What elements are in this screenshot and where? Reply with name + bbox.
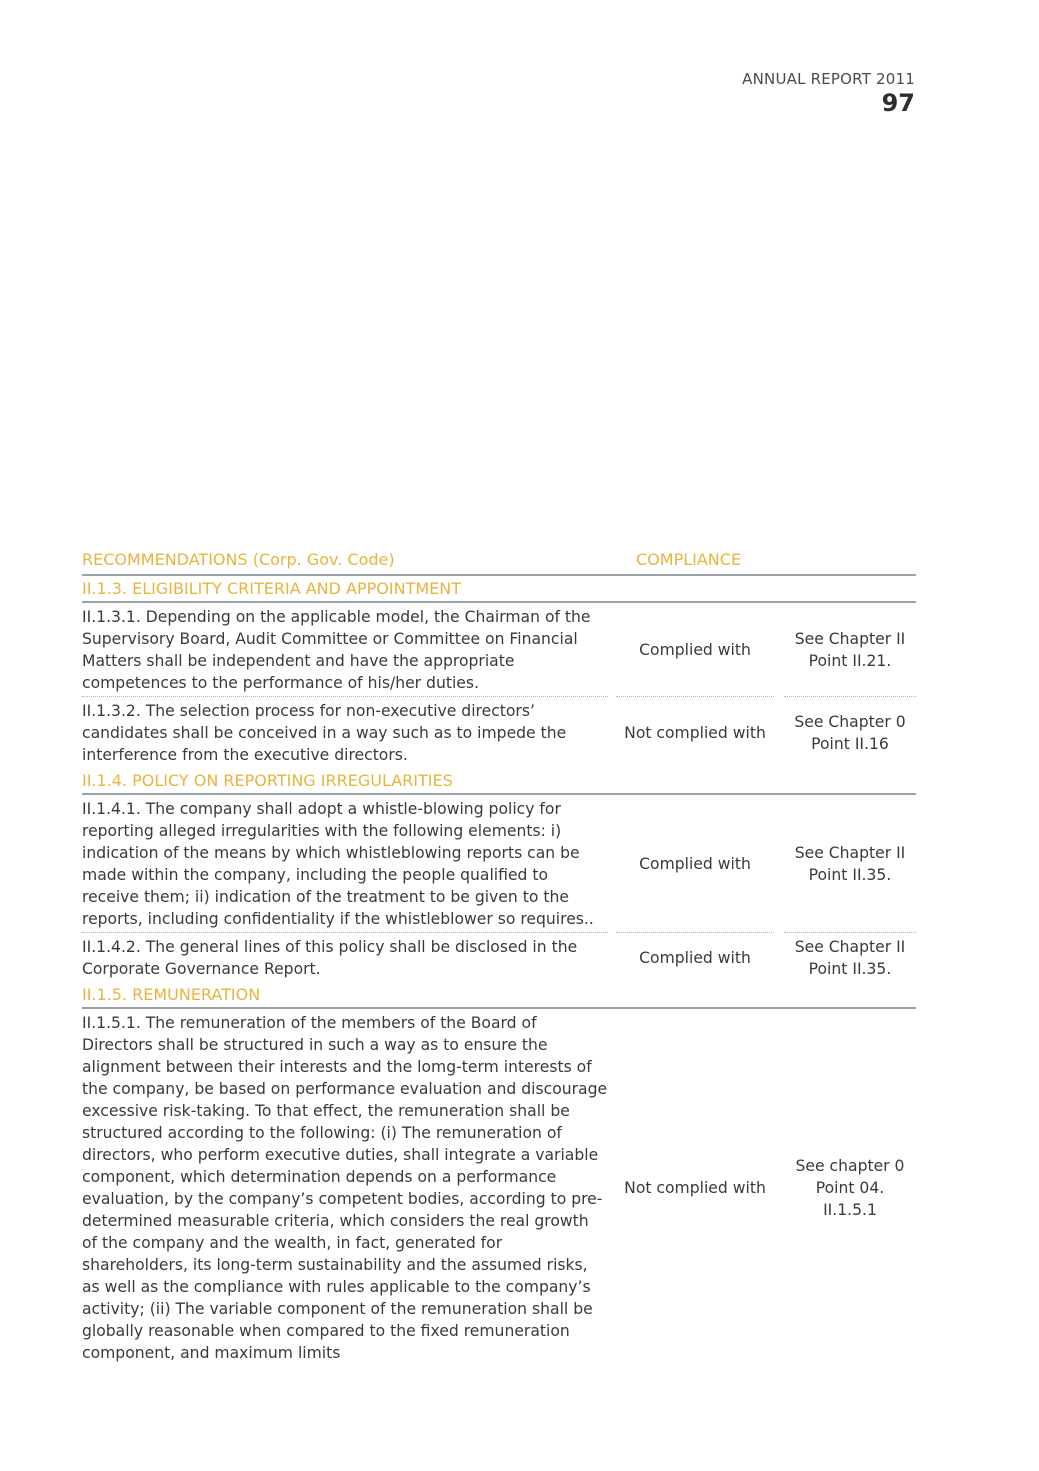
chapter-reference: See Chapter 0 Point II.16 (794, 712, 906, 753)
chapter-reference: See Chapter II Point II.35. (784, 795, 916, 933)
table-row (82, 1009, 916, 1366)
page-header (742, 70, 915, 117)
section-title: II.1.4. POLICY ON REPORTING IRREGULARITIES (82, 768, 916, 795)
col-header-recommendations: RECOMMENDATIONS (Corp. Gov. Code) (82, 550, 395, 569)
recommendation-text: II.1.3.2. The selection process for non-executive directors’ candidates shall be conceived in a way such as to impede the interference from the executive directors. (82, 702, 567, 764)
chapter-reference: See Chapter II Point II.35. (794, 937, 906, 978)
col-header-compliance: COMPLIANCE (636, 550, 742, 569)
page-number: 97 (881, 89, 915, 117)
recommendation-text: II.1.3.1. Depending on the applicable model, the Chairman of the Supervisory Board, Audit Committee or Committee on Financial Matters shall be independent and have the appropriate competences to the performance of his/her duties. (82, 603, 608, 697)
compliance-status: Not complied with (624, 723, 766, 742)
compliance-status: Not complied with (624, 1178, 766, 1197)
compliance-status: Complied with (616, 603, 774, 697)
table-row (82, 933, 916, 982)
recommendation-text: II.1.5.1. The remuneration of the members of the Board of Directors shall be structured in such a way as to ensure the alignment between their interests and the lomg-term interests of the company, be based on performance evaluation and discourage excessive risk-taking. To that effect, the remuneration shall be structured according to the following: (i) The remuneration of directors, who perform executive duties, shall integrate a variable component, which determination depends on a performance evaluation, by the company’s competent bodies, according to pre-determined measurable criteria, which considers the real growth of the company and the wealth, in fact, generated for shareholders, its long-term sustainability and the assumed risks, as well as the compliance with rules applicable to the company’s activity; (ii) The variable component of the remuneration shall be globally reasonable when compared to the fixed remuneration component, and maximum limits (82, 1014, 608, 1362)
section-title: II.1.3. ELIGIBILITY CRITERIA AND APPOINTMENT (82, 576, 916, 603)
governance-table (82, 548, 916, 1366)
table-row (82, 697, 916, 768)
recommendation-text: II.1.4.1. The company shall adopt a whistle-blowing policy for reporting alleged irregularities with the following elements: i) indication of the means by which whistleblowing reports can be made within the company, including the people qualified to receive them; ii) indication of the treatment to be given to the reports, including confidentiality if the whistleblower so requires.. (82, 795, 608, 933)
recommendation-text: II.1.4.2. The general lines of this policy shall be disclosed in the Corporate Governance Report. (82, 938, 578, 978)
table-column-headers (82, 548, 916, 576)
section-title: II.1.5. REMUNERATION (82, 982, 916, 1009)
chapter-reference: See chapter 0 Point 04. II.1.5.1 (795, 1156, 905, 1219)
chapter-reference: See Chapter II Point II.21. (784, 603, 916, 697)
compliance-status: Complied with (616, 795, 774, 933)
report-title: ANNUAL REPORT 2011 (742, 70, 915, 88)
table-row (82, 795, 916, 933)
compliance-status: Complied with (639, 948, 751, 967)
table-row (82, 603, 916, 697)
